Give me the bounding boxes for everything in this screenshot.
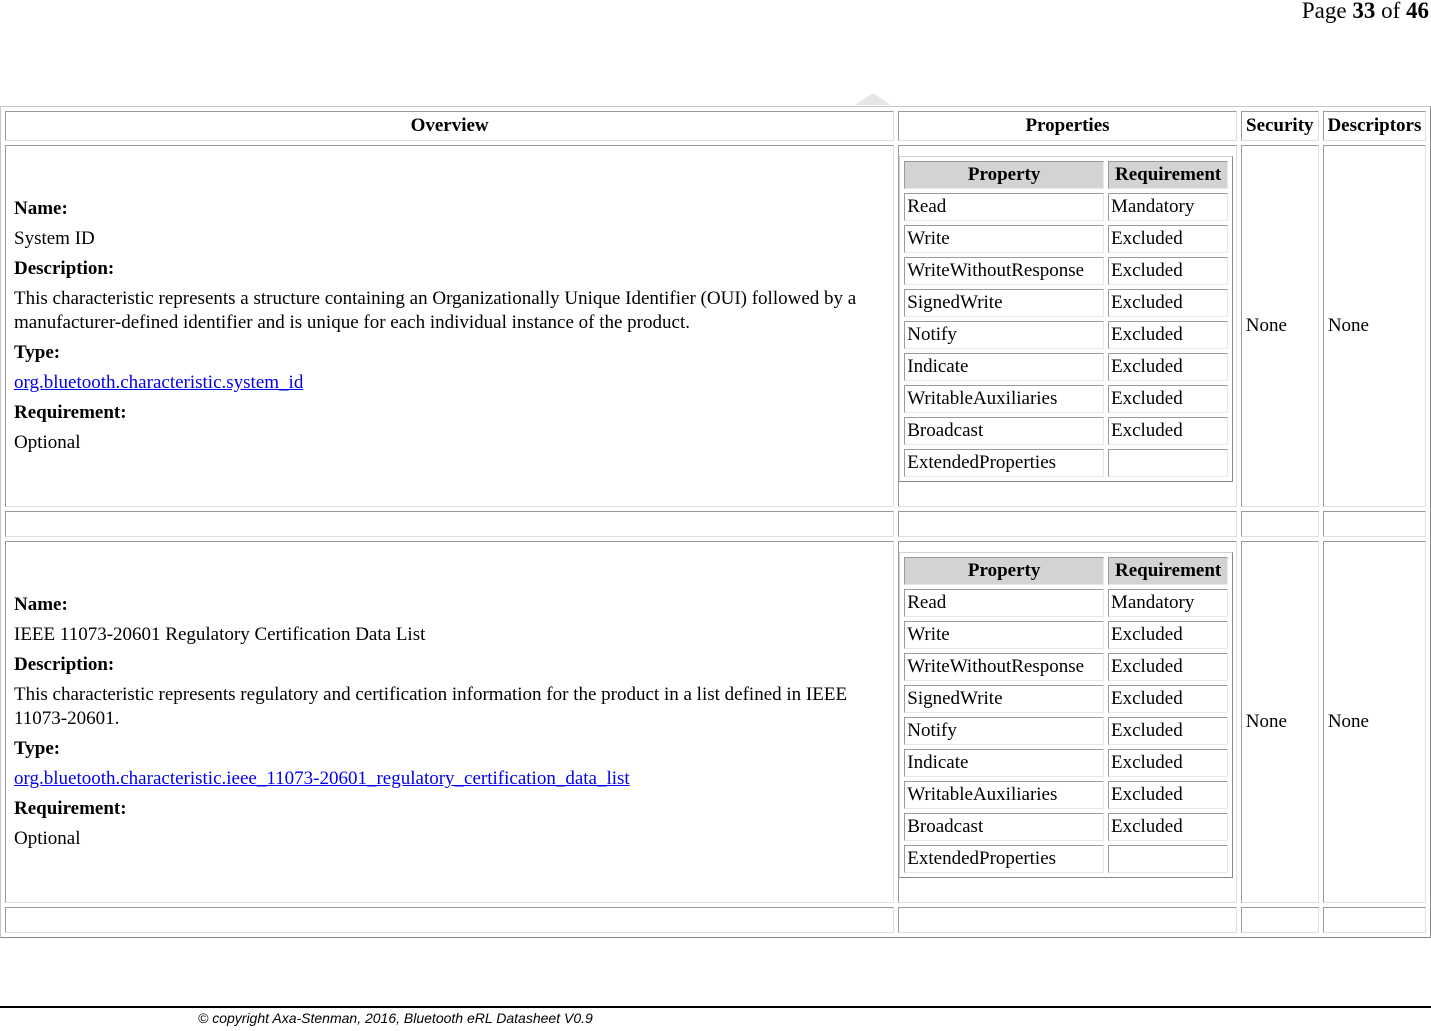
overview-cell <box>5 145 894 507</box>
descriptors-value: None <box>1323 541 1426 903</box>
footer-copyright: © copyright Axa-Stenman, 2016, Bluetooth eRL Datasheet V0.9 <box>198 1010 593 1026</box>
property-name: Read <box>904 589 1104 617</box>
property-name: Notify <box>904 321 1104 349</box>
property-row <box>904 685 1228 713</box>
characteristic-type-link[interactable]: org.bluetooth.characteristic.system_id <box>14 372 304 393</box>
property-row <box>904 417 1228 445</box>
property-row <box>904 845 1228 873</box>
property-name: Write <box>904 621 1104 649</box>
overview-cell <box>5 541 894 903</box>
properties-cell <box>898 145 1236 507</box>
property-name: SignedWrite <box>904 289 1104 317</box>
characteristic-row <box>5 541 1426 903</box>
property-requirement <box>1108 449 1228 477</box>
property-requirement: Mandatory <box>1108 589 1228 617</box>
name-label: Name: <box>14 198 68 219</box>
property-row <box>904 321 1228 349</box>
requirement-label: Requirement: <box>14 402 127 423</box>
characteristic-description: This characteristic represents a structure containing an Organizationally Unique Identifier (OUI) followed by a manufacturer-defined identifier and is unique for each individual instance of the product. <box>14 288 857 333</box>
type-label: Type: <box>14 342 61 363</box>
property-requirement <box>1108 845 1228 873</box>
property-row <box>904 385 1228 413</box>
characteristic-requirement: Optional <box>14 828 81 849</box>
property-row <box>904 289 1228 317</box>
properties-table <box>899 156 1233 482</box>
property-row <box>904 353 1228 381</box>
requirement-col-header: Requirement <box>1108 161 1228 189</box>
security-header: Security <box>1241 111 1319 141</box>
property-name: Indicate <box>904 353 1104 381</box>
property-requirement: Excluded <box>1108 813 1228 841</box>
property-row <box>904 749 1228 777</box>
property-requirement: Excluded <box>1108 289 1228 317</box>
property-row <box>904 653 1228 681</box>
property-name: Write <box>904 225 1104 253</box>
property-row <box>904 781 1228 809</box>
characteristic-requirement: Optional <box>14 432 81 453</box>
property-name: WritableAuxiliaries <box>904 781 1104 809</box>
up-arrow-icon <box>855 91 891 105</box>
characteristic-description: This characteristic represents regulatory and certification information for the product in a list defined in IEEE 11073-20601. <box>14 684 848 729</box>
property-requirement: Mandatory <box>1108 193 1228 221</box>
characteristic-name: System ID <box>14 228 95 249</box>
properties-header: Properties <box>898 111 1236 141</box>
property-row <box>904 621 1228 649</box>
property-name: SignedWrite <box>904 685 1104 713</box>
name-label: Name: <box>14 594 68 615</box>
property-name: Broadcast <box>904 417 1104 445</box>
description-label: Description: <box>14 654 115 675</box>
property-requirement: Excluded <box>1108 257 1228 285</box>
property-col-header: Property <box>904 161 1104 189</box>
property-name: Read <box>904 193 1104 221</box>
description-label: Description: <box>14 258 115 279</box>
footer-divider <box>0 1006 1431 1008</box>
property-col-header: Property <box>904 557 1104 585</box>
properties-cell <box>898 541 1236 903</box>
descriptors-value: None <box>1323 145 1426 507</box>
property-name: Broadcast <box>904 813 1104 841</box>
requirement-label: Requirement: <box>14 798 127 819</box>
header-row <box>5 111 1426 141</box>
descriptors-header: Descriptors <box>1323 111 1426 141</box>
property-row <box>904 257 1228 285</box>
property-requirement: Excluded <box>1108 621 1228 649</box>
property-name: WriteWithoutResponse <box>904 653 1104 681</box>
type-label: Type: <box>14 738 61 759</box>
property-name: ExtendedProperties <box>904 449 1104 477</box>
property-row <box>904 225 1228 253</box>
property-row <box>904 717 1228 745</box>
security-value: None <box>1241 145 1319 507</box>
property-requirement: Excluded <box>1108 353 1228 381</box>
spacer-row <box>5 907 1426 933</box>
property-row <box>904 449 1228 477</box>
characteristic-name: IEEE 11073-20601 Regulatory Certification Data List <box>14 624 426 645</box>
overview-header: Overview <box>5 111 894 141</box>
property-requirement: Excluded <box>1108 717 1228 745</box>
property-requirement: Excluded <box>1108 685 1228 713</box>
page-number: Page 33 of 46 <box>1301 0 1429 23</box>
properties-table <box>899 552 1233 878</box>
property-requirement: Excluded <box>1108 385 1228 413</box>
property-name: WritableAuxiliaries <box>904 385 1104 413</box>
security-value: None <box>1241 541 1319 903</box>
property-name: WriteWithoutResponse <box>904 257 1104 285</box>
property-name: ExtendedProperties <box>904 845 1104 873</box>
characteristics-table <box>0 106 1431 938</box>
property-requirement: Excluded <box>1108 417 1228 445</box>
spacer-row <box>5 511 1426 537</box>
property-requirement: Excluded <box>1108 749 1228 777</box>
property-name: Indicate <box>904 749 1104 777</box>
characteristic-row <box>5 145 1426 507</box>
property-requirement: Excluded <box>1108 225 1228 253</box>
property-row <box>904 193 1228 221</box>
requirement-col-header: Requirement <box>1108 557 1228 585</box>
property-name: Notify <box>904 717 1104 745</box>
property-requirement: Excluded <box>1108 653 1228 681</box>
characteristic-type-link[interactable]: org.bluetooth.characteristic.ieee_11073-20601_regulatory_certification_data_list <box>14 768 630 789</box>
property-requirement: Excluded <box>1108 781 1228 809</box>
property-requirement: Excluded <box>1108 321 1228 349</box>
property-row <box>904 589 1228 617</box>
property-row <box>904 813 1228 841</box>
